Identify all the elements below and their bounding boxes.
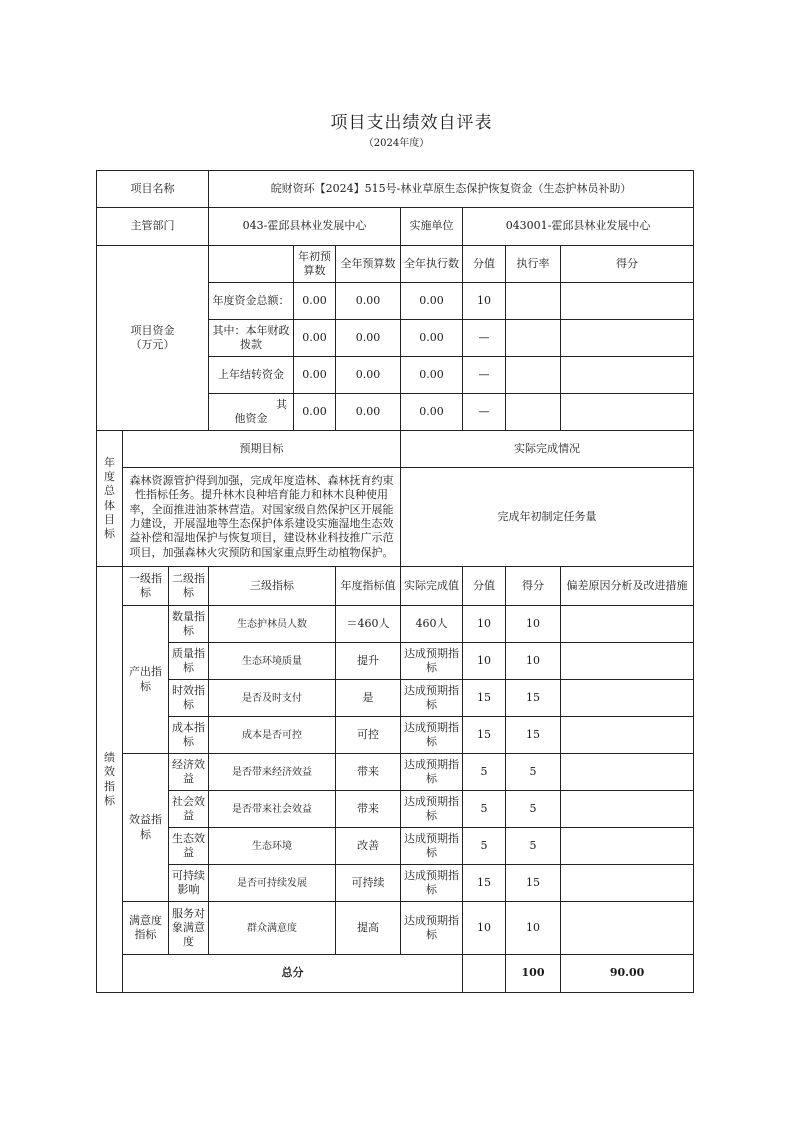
deviation bbox=[561, 717, 694, 754]
goals-actual-text: 完成年初制定任务量 bbox=[401, 468, 694, 567]
deviation bbox=[561, 828, 694, 865]
header-deviation: 偏差原因分析及改进措施 bbox=[561, 567, 694, 606]
dept-row bbox=[97, 208, 694, 246]
dept-value: 043-霍邱县林业发展中心 bbox=[209, 208, 401, 246]
indicator-row bbox=[97, 828, 694, 865]
deviation bbox=[561, 865, 694, 902]
indicator-row bbox=[97, 680, 694, 717]
deviation bbox=[561, 680, 694, 717]
total-score-value: 100 bbox=[506, 955, 561, 993]
total-row bbox=[97, 955, 694, 993]
level3: 群众满意度 bbox=[209, 902, 336, 955]
performance-table bbox=[96, 170, 694, 993]
funds-header-score: 得分 bbox=[561, 246, 694, 283]
goals-section-label bbox=[97, 431, 123, 567]
funds-row-label: 年度资金总额： bbox=[209, 283, 294, 320]
actual: 达成预期指标 bbox=[401, 828, 463, 865]
funds-header-annual: 全年预算数 bbox=[336, 246, 401, 283]
funds-header-row bbox=[97, 246, 694, 283]
funds-label-line2: （万元） bbox=[130, 338, 175, 351]
actual: 达成预期指标 bbox=[401, 717, 463, 754]
score-value: 10 bbox=[463, 902, 506, 955]
score-value: 10 bbox=[463, 606, 506, 643]
funds-executed: 0.00 bbox=[401, 357, 463, 394]
project-name-row bbox=[97, 171, 694, 208]
header-score: 得分 bbox=[506, 567, 561, 606]
funds-row-label: 其中：本年财政拨款 bbox=[209, 320, 294, 357]
actual: 达成预期指标 bbox=[401, 643, 463, 680]
project-name-value: 皖财资环【2024】515号-林业草原生态保护恢复资金（生态护林员补助） bbox=[209, 171, 694, 208]
score: 15 bbox=[506, 865, 561, 902]
level3: 生态环境质量 bbox=[209, 643, 336, 680]
deviation bbox=[561, 754, 694, 791]
document-title: 项目支出绩效自评表 bbox=[330, 113, 493, 133]
actual: 达成预期指标 bbox=[401, 902, 463, 955]
goals-header-row bbox=[97, 431, 694, 468]
funds-score-value: — bbox=[463, 357, 506, 394]
actual: 达成预期指标 bbox=[401, 865, 463, 902]
funds-label-part1: 其 bbox=[276, 397, 288, 411]
target: 改善 bbox=[336, 828, 401, 865]
score-value: 15 bbox=[463, 717, 506, 754]
funds-executed: 0.00 bbox=[401, 320, 463, 357]
header-level2: 二级指标 bbox=[169, 567, 209, 606]
indicator-row bbox=[97, 902, 694, 955]
funds-executed: 0.00 bbox=[401, 394, 463, 431]
score-value: 5 bbox=[463, 828, 506, 865]
score-value: 5 bbox=[463, 754, 506, 791]
goals-content-row bbox=[97, 468, 694, 567]
target: 可控 bbox=[336, 717, 401, 754]
funds-header-score-value: 分值 bbox=[463, 246, 506, 283]
funds-header-rate: 执行率 bbox=[506, 246, 561, 283]
goals-actual-header: 实际完成情况 bbox=[401, 431, 694, 468]
actual: 达成预期指标 bbox=[401, 680, 463, 717]
funds-section-label bbox=[97, 246, 209, 431]
header-level3: 三级指标 bbox=[209, 567, 336, 606]
target: 是 bbox=[336, 680, 401, 717]
indicator-row bbox=[97, 865, 694, 902]
actual: 达成预期指标 bbox=[401, 754, 463, 791]
goals-expected-header: 预期目标 bbox=[123, 431, 401, 468]
funds-score-value: 10 bbox=[463, 283, 506, 320]
header-score-value: 分值 bbox=[463, 567, 506, 606]
header-level1: 一级指标 bbox=[123, 567, 169, 606]
funds-annual: 0.00 bbox=[336, 320, 401, 357]
indicators-header-row bbox=[97, 567, 694, 606]
indicator-row bbox=[97, 606, 694, 643]
funds-annual: 0.00 bbox=[336, 357, 401, 394]
project-name-label: 项目名称 bbox=[97, 171, 209, 208]
level3: 成本是否可控 bbox=[209, 717, 336, 754]
funds-rate bbox=[506, 320, 561, 357]
total-score: 90.00 bbox=[561, 955, 694, 993]
funds-score bbox=[561, 357, 694, 394]
funds-initial: 0.00 bbox=[294, 394, 336, 431]
funds-header-initial: 年初预算数 bbox=[294, 246, 336, 283]
level2: 可持续影响 bbox=[169, 865, 209, 902]
deviation bbox=[561, 643, 694, 680]
target: 提升 bbox=[336, 643, 401, 680]
actual: 达成预期指标 bbox=[401, 791, 463, 828]
level3: 是否可持续发展 bbox=[209, 865, 336, 902]
funds-score bbox=[561, 283, 694, 320]
score-value: 15 bbox=[463, 865, 506, 902]
funds-rate bbox=[506, 357, 561, 394]
indicators-section-label bbox=[97, 567, 123, 993]
score: 5 bbox=[506, 828, 561, 865]
score-value: 10 bbox=[463, 643, 506, 680]
actual: 460人 bbox=[401, 606, 463, 643]
goals-expected-text-content: 森林资源管护得到加强，完成年度造林、森林抚育约束性指标任务。提升林木良种培育能力和林木良种使用率，全面推进油茶林营造。对国家级自然保护区开展能力建设，开展湿地等生态保护体系建设实施湿地生态效益补偿和湿地保护与恢复项目，建设林业科技推广示范项目，加强森林火灾预防和国家重点野生动植物保护。 bbox=[129, 474, 394, 559]
level2: 生态效益 bbox=[169, 828, 209, 865]
level2: 数量指标 bbox=[169, 606, 209, 643]
level2: 时效指标 bbox=[169, 680, 209, 717]
funds-initial: 0.00 bbox=[294, 357, 336, 394]
deviation bbox=[561, 791, 694, 828]
indicators-section-label-text: 绩 效 指 标 bbox=[104, 750, 115, 807]
level2: 质量指标 bbox=[169, 643, 209, 680]
level3: 是否及时支付 bbox=[209, 680, 336, 717]
total-label: 总分 bbox=[123, 955, 463, 993]
score: 5 bbox=[506, 754, 561, 791]
dept-label: 主管部门 bbox=[97, 208, 209, 246]
funds-label-line1: 项目资金 bbox=[130, 323, 175, 337]
indicator-row bbox=[97, 717, 694, 754]
score: 15 bbox=[506, 717, 561, 754]
header-actual: 实际完成值 bbox=[401, 567, 463, 606]
funds-header-blank bbox=[209, 246, 294, 283]
header-target: 年度指标值 bbox=[336, 567, 401, 606]
score: 10 bbox=[506, 643, 561, 680]
level1-satisfaction: 满意度指标 bbox=[123, 902, 169, 955]
impl-label: 实施单位 bbox=[401, 208, 463, 246]
deviation bbox=[561, 902, 694, 955]
goals-expected-text bbox=[123, 468, 401, 567]
target: 可持续 bbox=[336, 865, 401, 902]
level3: 是否带来经济效益 bbox=[209, 754, 336, 791]
funds-row-label: 上年结转资金 bbox=[209, 357, 294, 394]
funds-rate bbox=[506, 394, 561, 431]
document-subtitle: （2024年度） bbox=[363, 138, 430, 149]
score-value: 15 bbox=[463, 680, 506, 717]
funds-score-value: — bbox=[463, 320, 506, 357]
level2: 服务对象满意度 bbox=[169, 902, 209, 955]
target: ＝460人 bbox=[336, 606, 401, 643]
score: 5 bbox=[506, 791, 561, 828]
funds-score bbox=[561, 320, 694, 357]
level2: 社会效益 bbox=[169, 791, 209, 828]
level2: 经济效益 bbox=[169, 754, 209, 791]
funds-score bbox=[561, 394, 694, 431]
funds-initial: 0.00 bbox=[294, 320, 336, 357]
level2: 成本指标 bbox=[169, 717, 209, 754]
funds-score-value: — bbox=[463, 394, 506, 431]
goals-section-label-text: 年 度 总 体 目 标 bbox=[104, 455, 115, 541]
total-blank bbox=[463, 955, 506, 993]
indicator-row bbox=[97, 754, 694, 791]
score: 10 bbox=[506, 902, 561, 955]
level3: 生态护林员人数 bbox=[209, 606, 336, 643]
impl-value: 043001-霍邱县林业发展中心 bbox=[463, 208, 694, 246]
level1-benefit: 效益指标 bbox=[123, 754, 169, 902]
level1-output: 产出指标 bbox=[123, 606, 169, 754]
level3: 是否带来社会效益 bbox=[209, 791, 336, 828]
indicator-row bbox=[97, 791, 694, 828]
score: 15 bbox=[506, 680, 561, 717]
funds-label-part2: 他资金 bbox=[234, 412, 268, 425]
funds-initial: 0.00 bbox=[294, 283, 336, 320]
target: 带来 bbox=[336, 754, 401, 791]
target: 带来 bbox=[336, 791, 401, 828]
funds-row-label bbox=[209, 394, 294, 431]
funds-annual: 0.00 bbox=[336, 283, 401, 320]
target: 提高 bbox=[336, 902, 401, 955]
deviation bbox=[561, 606, 694, 643]
indicator-row bbox=[97, 643, 694, 680]
funds-header-executed: 全年执行数 bbox=[401, 246, 463, 283]
score-value: 5 bbox=[463, 791, 506, 828]
level3: 生态环境 bbox=[209, 828, 336, 865]
score: 10 bbox=[506, 606, 561, 643]
funds-executed: 0.00 bbox=[401, 283, 463, 320]
funds-annual: 0.00 bbox=[336, 394, 401, 431]
funds-rate bbox=[506, 283, 561, 320]
